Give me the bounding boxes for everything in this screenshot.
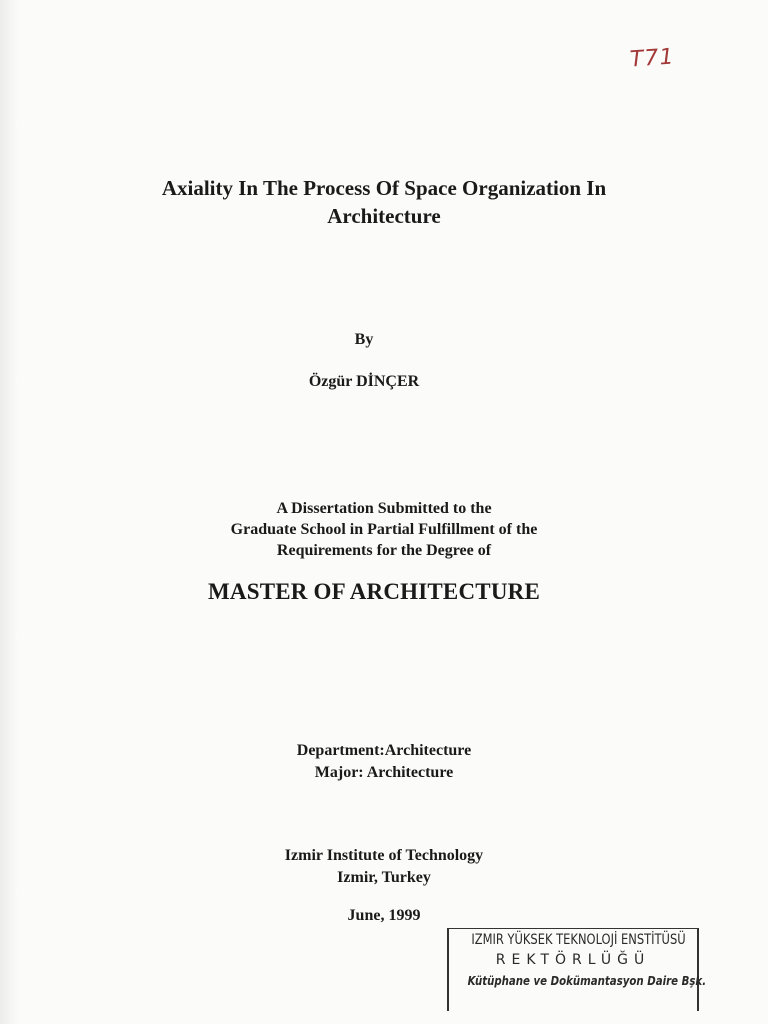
department-line: Department:Architecture (296, 742, 472, 759)
department-block (0, 740, 768, 784)
stamp-institute-line: IZMIR YÜKSEK TEKNOLOJİ ENSTİTÜSÜ (471, 932, 686, 948)
submission-date: June, 1999 (347, 907, 421, 924)
major-line: Major: Architecture (314, 764, 454, 781)
submission-statement (0, 498, 768, 561)
institution-block (0, 845, 768, 889)
stamp-rectorate-line: REKTÖRLÜĞÜ (495, 952, 651, 968)
title-line-1: Axiality In The Process Of Space Organization In (161, 176, 607, 200)
institution-location: Izmir, Turkey (337, 869, 431, 886)
submission-line-2: Graduate School in Partial Fulfillment of the (230, 521, 538, 538)
degree-title: MASTER OF ARCHITECTURE (208, 579, 540, 604)
submission-line-3: Requirements for the Degree of (276, 542, 492, 559)
library-stamp (447, 928, 707, 1011)
institution-name: Izmir Institute of Technology (284, 847, 484, 864)
stamp-library-line: Kütüphane ve Dokümantasyon Daire Bşk. (467, 974, 707, 988)
handwritten-catalog-code: T71 (629, 44, 676, 73)
author-name: Özgür DİNÇER (308, 373, 420, 390)
by-label: By (354, 331, 374, 348)
dissertation-title (0, 174, 768, 230)
submission-line-1: A Dissertation Submitted to the (276, 500, 492, 517)
title-line-2: Architecture (327, 204, 441, 228)
